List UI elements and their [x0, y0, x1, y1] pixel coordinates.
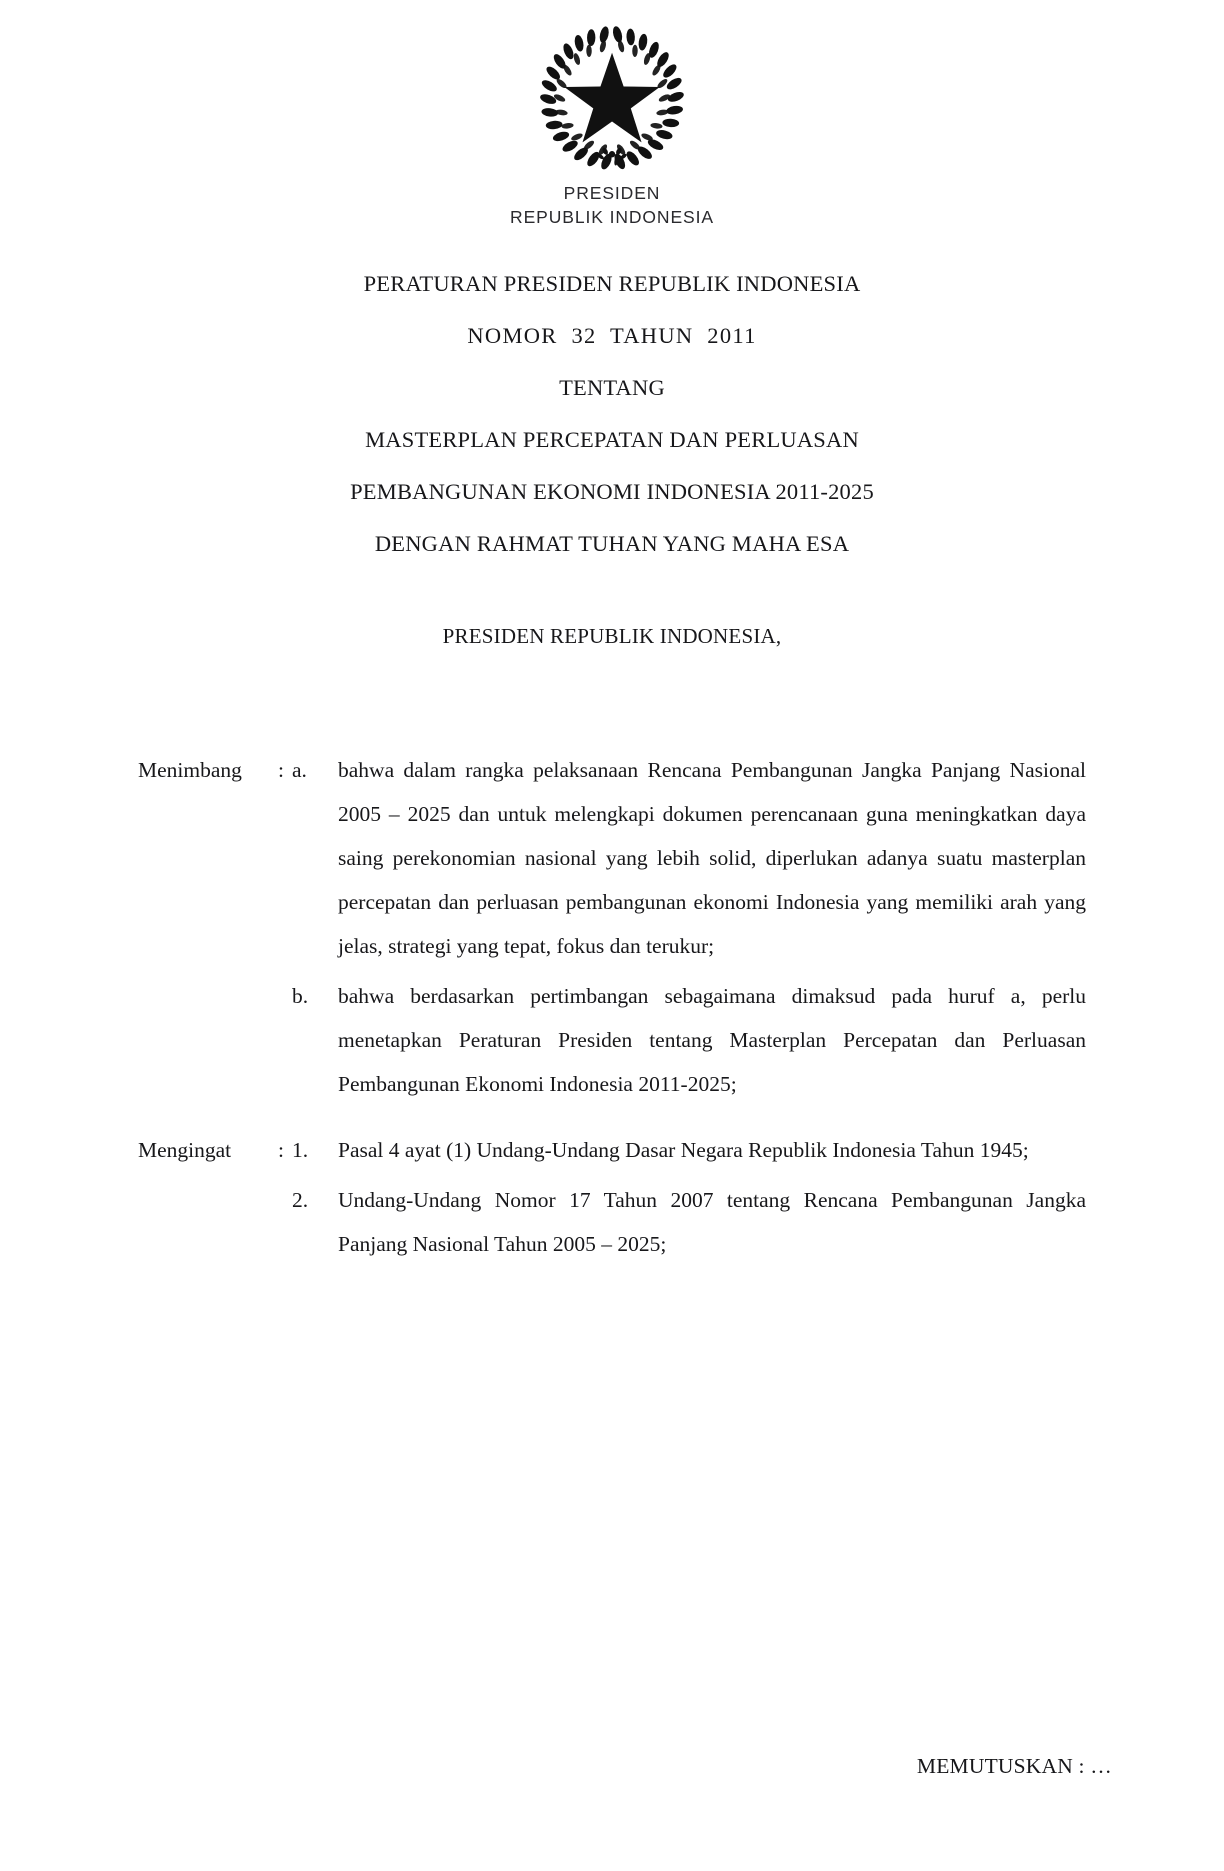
masthead [0, 181, 1224, 229]
considerations-section [138, 748, 1086, 1106]
consideration-marker-a: a. [292, 758, 307, 782]
regulation-type-line: PERATURAN PRESIDEN REPUBLIK INDONESIA [363, 271, 861, 296]
solemn-invocation: DENGAN RAHMAT TUHAN YANG MAHA ESA [374, 531, 850, 556]
legal-basis-label: Mengingat [138, 1138, 232, 1162]
consideration-marker-b: b. [292, 984, 309, 1008]
consideration-item-a [138, 748, 1086, 968]
regulation-number-line: NOMOR 32 TAHUN 2011 [467, 323, 757, 348]
consideration-text-b: bahwa berdasarkan pertimbangan sebagaimana dimaksud pada huruf a, perlu menetapkan Peraturan Presiden tentang Masterplan Percepatan dan Perluasan Pembangunan Ekonomi Indonesia 2011-2025; [338, 984, 1086, 1096]
legal-basis-item-2 [138, 1178, 1086, 1266]
subject-line-1: MASTERPLAN PERCEPATAN DAN PERLUASAN [365, 427, 859, 452]
title-block [0, 258, 1224, 518]
masthead-line-republic: REPUBLIK INDONESIA [510, 207, 714, 227]
masthead-line-president: PRESIDEN [563, 183, 661, 203]
indonesia-presidential-star-wreath-emblem [536, 22, 688, 174]
considerations-colon: : [278, 758, 284, 782]
consideration-item-b [138, 974, 1086, 1106]
legal-basis-marker-2: 2. [292, 1188, 309, 1212]
signer-heading: PRESIDEN REPUBLIK INDONESIA, [442, 624, 782, 648]
legal-basis-text-2: Undang-Undang Nomor 17 Tahun 2007 tentang Rencana Pembangunan Jangka Panjang Nasional Tahun 2005 – 2025; [338, 1188, 1086, 1256]
document-body [138, 748, 1086, 1288]
emblem-container [0, 22, 1224, 174]
footer-catchword: MEMUTUSKAN : … [916, 1754, 1112, 1778]
about-keyword-line: TENTANG [559, 375, 665, 400]
legal-basis-item-1 [138, 1128, 1086, 1172]
considerations-label: Menimbang [138, 758, 242, 782]
legal-basis-text-1: Pasal 4 ayat (1) Undang-Undang Dasar Negara Republik Indonesia Tahun 1945; [338, 1138, 1029, 1162]
legal-basis-section [138, 1128, 1086, 1266]
subject-line-2: PEMBANGUNAN EKONOMI INDONESIA 2011-2025 [350, 479, 874, 504]
legal-basis-marker-1: 1. [292, 1138, 309, 1162]
legal-basis-colon: : [278, 1138, 284, 1162]
consideration-text-a: bahwa dalam rangka pelaksanaan Rencana Pembangunan Jangka Panjang Nasional 2005 – 2025 dan untuk melengkapi dokumen perencanaan guna meningkatkan daya saing perekonomian nasional yang lebih solid, diperlukan adanya suatu masterplan percepatan dan perluasan pembangunan ekonomi Indonesia yang memiliki arah yang jelas, strategi yang tepat, fokus dan terukur; [338, 758, 1086, 958]
